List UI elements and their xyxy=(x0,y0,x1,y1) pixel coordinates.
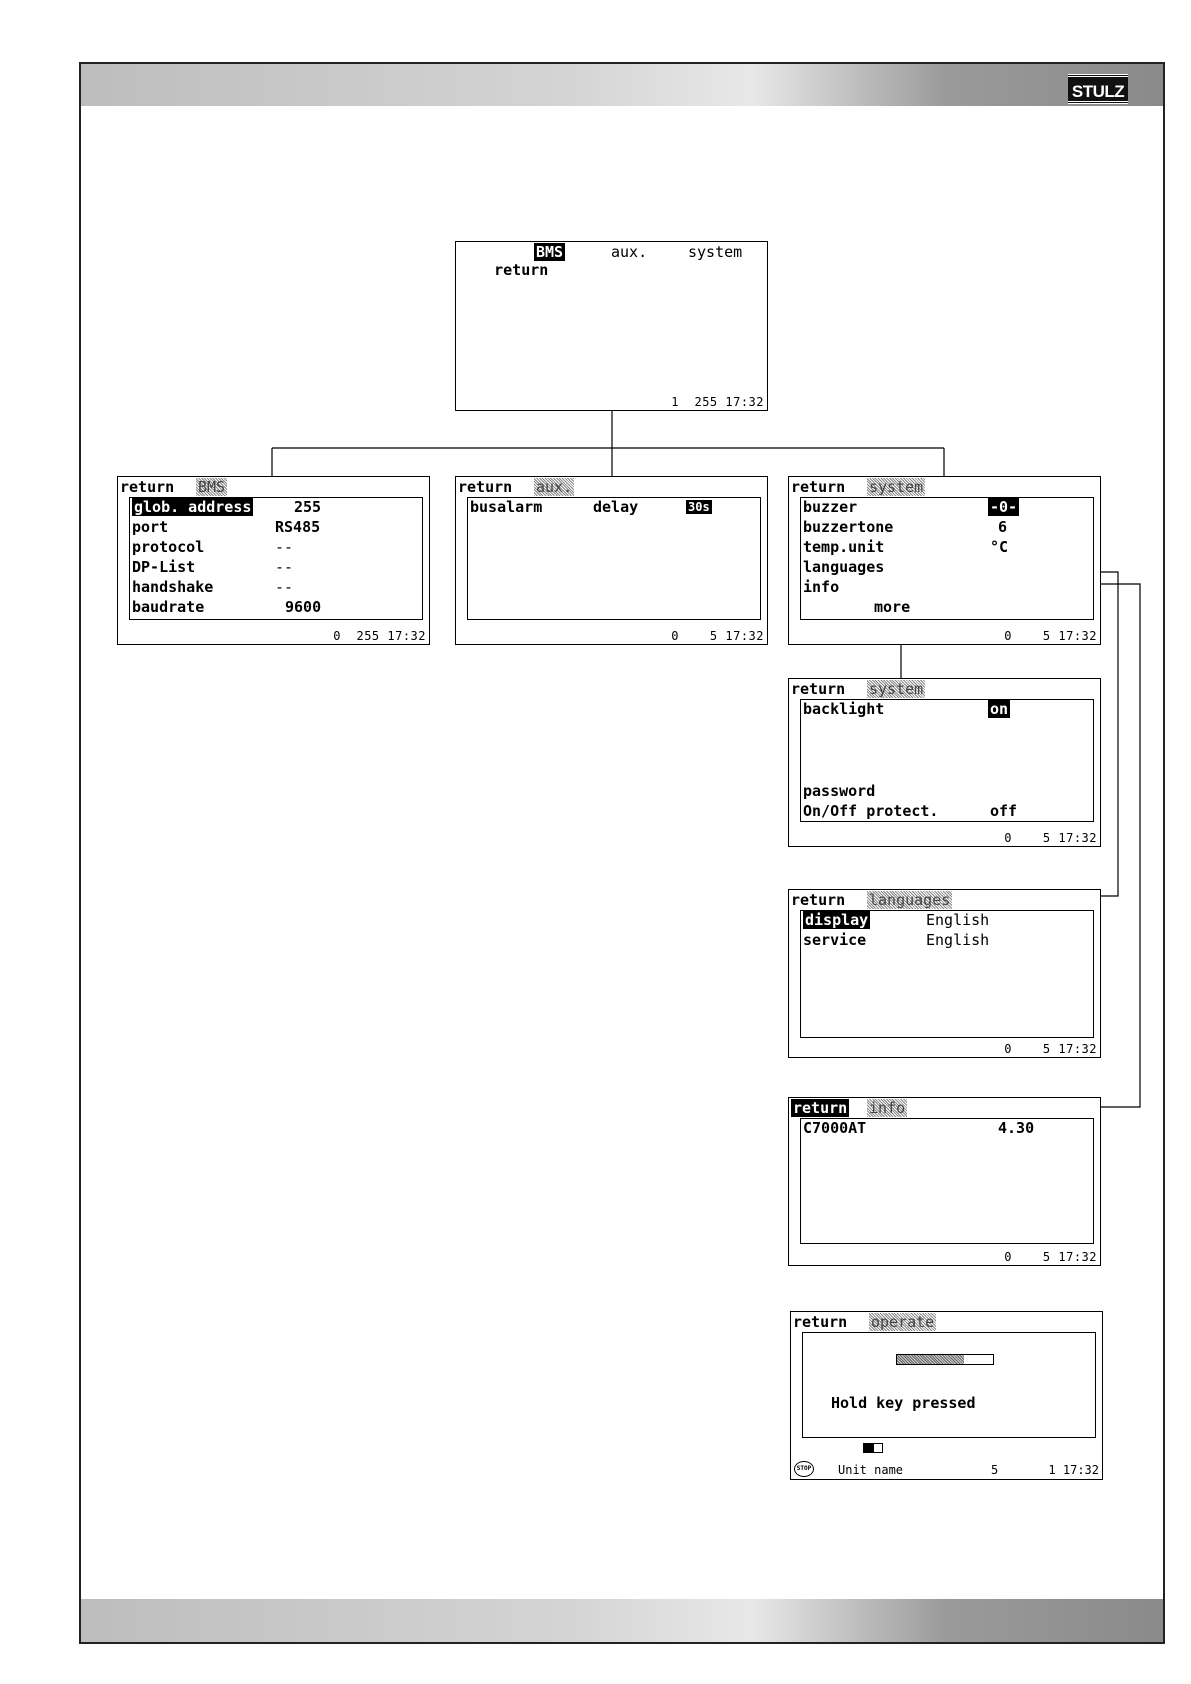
status-line: 1 255 17:32 xyxy=(671,395,764,409)
tab-system[interactable]: system xyxy=(869,478,924,496)
tab-operate[interactable]: operate xyxy=(871,1313,935,1331)
info-list xyxy=(800,1118,1094,1244)
bms-list xyxy=(129,497,423,620)
firmware-version: 4.30 xyxy=(998,1119,1035,1137)
tab-aux[interactable]: aux. xyxy=(536,478,573,496)
service-language-label[interactable]: service xyxy=(803,931,867,949)
languages-screen xyxy=(788,889,1101,1058)
system-page2-screen xyxy=(788,678,1101,847)
port-value: RS485 xyxy=(275,518,321,536)
stop-icon[interactable]: STOP xyxy=(794,1461,814,1477)
status-line: 0 5 17:32 xyxy=(1004,629,1097,643)
unit-name: Unit name xyxy=(838,1463,904,1477)
port-label[interactable]: port xyxy=(132,518,169,536)
backlight-label[interactable]: backlight xyxy=(803,700,885,718)
display-language-label[interactable]: display xyxy=(805,911,869,929)
busalarm-label[interactable]: busalarm xyxy=(470,498,543,516)
bms-screen xyxy=(117,476,430,645)
service-language-value: English xyxy=(926,931,990,949)
dp-list-label[interactable]: DP-List xyxy=(132,558,196,576)
tab-return[interactable]: return xyxy=(791,891,846,909)
controller-model: C7000AT xyxy=(803,1119,867,1137)
languages-label[interactable]: languages xyxy=(803,558,885,576)
tab-bms[interactable]: BMS xyxy=(198,478,226,496)
operate-panel xyxy=(802,1332,1096,1438)
info-label[interactable]: info xyxy=(803,578,840,596)
tab-bms[interactable]: BMS xyxy=(536,243,564,261)
info-screen xyxy=(788,1097,1101,1266)
delay-label: delay xyxy=(593,498,639,516)
stulz-logo: STULZ xyxy=(1068,74,1128,104)
buzzertone-label[interactable]: buzzertone xyxy=(803,518,894,536)
system2-list xyxy=(800,699,1094,822)
delay-value[interactable]: 30s xyxy=(688,500,710,514)
onoff-protect-value: off xyxy=(990,802,1018,820)
status-line: 0 5 17:32 xyxy=(1004,831,1097,845)
more-label[interactable]: more xyxy=(874,598,911,616)
temp-unit-label[interactable]: temp.unit xyxy=(803,538,885,556)
tab-info[interactable]: info xyxy=(869,1099,906,1117)
dp-list-value: -- xyxy=(275,558,294,576)
protocol-label[interactable]: protocol xyxy=(132,538,205,556)
main-menu-screen xyxy=(455,241,768,411)
unit-icon xyxy=(863,1443,883,1453)
tab-return[interactable]: return xyxy=(791,478,846,496)
tab-return[interactable]: return xyxy=(494,261,549,279)
status-line: 0 5 17:32 xyxy=(1004,1250,1097,1264)
hold-progress-fill xyxy=(897,1355,964,1364)
hold-progress-bar xyxy=(896,1354,994,1365)
protocol-value: -- xyxy=(275,538,294,556)
status-line: 0 5 17:32 xyxy=(1004,1042,1097,1056)
tab-system[interactable]: system xyxy=(688,243,743,261)
hold-key-message: Hold key pressed xyxy=(831,1394,976,1412)
display-language-value: English xyxy=(926,911,990,929)
system-screen xyxy=(788,476,1101,645)
operate-screen xyxy=(790,1311,1103,1480)
status-line: 0 5 17:32 xyxy=(671,629,764,643)
tab-return[interactable]: return xyxy=(458,478,513,496)
status-line: 0 255 17:32 xyxy=(333,629,426,643)
backlight-value[interactable]: on xyxy=(990,700,1009,718)
buzzer-value[interactable]: -0- xyxy=(990,498,1018,516)
system-list xyxy=(800,497,1094,620)
handshake-value: -- xyxy=(275,578,294,596)
tab-return[interactable]: return xyxy=(120,478,175,496)
languages-list xyxy=(800,910,1094,1038)
aux-list xyxy=(467,497,761,620)
password-label[interactable]: password xyxy=(803,782,876,800)
tab-languages[interactable]: languages xyxy=(869,891,951,909)
baudrate-label[interactable]: baudrate xyxy=(132,598,205,616)
tab-system[interactable]: system xyxy=(869,680,924,698)
baudrate-value: 9600 xyxy=(285,598,322,616)
handshake-label[interactable]: handshake xyxy=(132,578,214,596)
aux-screen xyxy=(455,476,768,645)
buzzer-label[interactable]: buzzer xyxy=(803,498,858,516)
temp-unit-value: °C xyxy=(990,538,1009,556)
unit-time: 1 17:32 xyxy=(1048,1463,1099,1477)
unit-number: 5 xyxy=(991,1463,999,1477)
onoff-protect-label[interactable]: On/Off protect. xyxy=(803,802,939,820)
glob-address-label[interactable]: glob. address xyxy=(134,498,252,516)
tab-aux[interactable]: aux. xyxy=(611,243,648,261)
tab-return[interactable]: return xyxy=(791,680,846,698)
glob-address-value: 255 xyxy=(294,498,322,516)
tab-return[interactable]: return xyxy=(793,1313,848,1331)
buzzertone-value: 6 xyxy=(998,518,1008,536)
tab-return[interactable]: return xyxy=(793,1099,848,1117)
